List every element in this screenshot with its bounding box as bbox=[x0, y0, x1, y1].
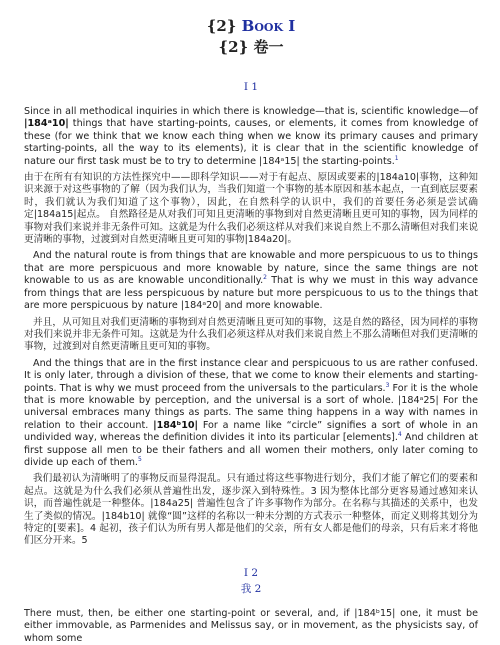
book-title-link[interactable]: Book I bbox=[241, 17, 296, 35]
section-heading-i2: I 2 bbox=[243, 566, 259, 579]
paragraph-zh-2: 并且，从可知且对我们更清晰的事物到对自然更清晰且更可知的事物，这是自然的路径，因为同样的事物对我们来说并非无条件可知。这就是为什么我们必须这样从对我们来说自然上不那么清晰但对我们更清晰的事物，过渡到对自然更清晰且更可知的事物。 bbox=[24, 316, 478, 353]
paragraph-en-3 bbox=[24, 358, 478, 470]
section-heading-i1: I 1 bbox=[243, 81, 259, 93]
book-title-chinese: {2} 卷一 bbox=[218, 38, 284, 56]
paragraph-en-1 bbox=[24, 106, 478, 168]
footnote-4-link[interactable]: 4 bbox=[397, 430, 402, 438]
paragraph-en-2 bbox=[24, 250, 478, 312]
paragraph-zh-1: 由于在所有有知识的方法性探究中——即科学知识——对于有起点、原因或要素的|184a10|事物，这种知识来源于对这些事物的了解（因为我们认为，当我们知道一个事物的基本原因和基本起点，一直到底层要素时，我们就认为我们知道了这个事物），因此，在自然科学的认识中，我们的首要任务必须是尝试确定|184a15|起点。 自然路径是从对我们可知且更清晰的事物到对自然更清晰且更可知的事物，因为同样的事物对我们来说并非无条件可知。这就是为什么我们必须这样从对我们来说自然上不那么清晰但对我们来说更清晰的事物，过渡到对自然更清晰且更可知的事物|184a20|。 bbox=[24, 172, 478, 246]
paragraph-en-2-text-a: And the natural route is from things that are knowable and more perspicuous to us to things that are more perspicuous and more knowable by nature, since the same things are not knowable to us as are knowable unconditionally. bbox=[24, 250, 478, 287]
footnote-2-link[interactable]: 2 bbox=[263, 274, 267, 282]
footnote-5-link[interactable]: 5 bbox=[137, 455, 142, 463]
paragraph-en-3-text-b: For it is the whole that is more knowable by perception, and the universal is a sort of whole. |184ᵃ25| For the universal embraces many things as parts. The same thing happens in a way with names in relation to their account. bbox=[24, 382, 479, 431]
paragraph-en-3-text-a: And the things that are in the first instance clear and perspicuous to us are rather confused. It is only later, through a division of these, that we come to know their elements and starting-points. That is why we must proceed from the universals to the particulars. bbox=[24, 357, 478, 394]
bekker-marker-184a10: |184ᵃ10| bbox=[24, 118, 69, 130]
paragraph-en-1-text-a: Since in all methodical inquiries in which there is knowledge—that is, scientific knowledge—of bbox=[24, 106, 478, 117]
paragraph-zh-3: 我们最初认为清晰明了的事物反而显得混乱。只有通过将这些事物进行划分，我们才能了解它们的要素和起点。这就是为什么我们必须从普遍性出发，逐步深入到特殊性。3 因为整体比部分更容易通过感知来认识，而普遍性就是一种整体。|184a25| 普遍性包含了许多事物作为部分。在名称与其描述的关系中，也发生了类似的情况。|184b10| 就像“圆”这样的名称以一种未分割的方式表示一种整体，而定义则将其划分为特定的[要素]。4 起初，孩子们认为所有男人都是他们的父亲，所有女人都是他们的母亲，只有后来才将他们区分开来。5 bbox=[24, 473, 478, 547]
paragraph-en-3-text-c: For a name like “circle” signifies a sort of whole in an undivided way, whereas the definition divides it into its particular [elements]. bbox=[24, 419, 478, 444]
footnote-3-link[interactable]: 3 bbox=[385, 381, 390, 389]
book-title-prefix: {2} bbox=[206, 17, 237, 35]
section-heading-i2-chinese: 我 2 bbox=[240, 582, 262, 595]
paragraph-en-1-text-b: things that have starting-points, causes, or elements, it comes from knowledge of these (for we think that we know each thing when we know its primary causes and primary starting-points, all the way to its elements), it is clear that in the scientific knowledge of nature our first task must be to try to determine |184ᵃ15| the starting-points. bbox=[24, 118, 478, 167]
book-title bbox=[24, 0, 478, 35]
paragraph-en-3-text-d: And children at first suppose all men to be their fathers and all women their mothers, only later coming to divide up each of them. bbox=[24, 432, 478, 468]
footnote-1-link[interactable]: 1 bbox=[394, 154, 399, 162]
paragraph-en-2-text-b: That is why we must in this way advance from things that are less perspicuous by nature but more perspicuous to us to the things that are more perspicuous by nature |184ᵃ20| and more knowable. bbox=[24, 275, 479, 312]
paragraph-en-4: There must, then, be either one starting-point or several, and, if |184ᵇ15| one, it must be either immovable, as Parmenides and Melissus say, or in movement, as the physicists say, of whom some bbox=[24, 607, 478, 644]
bekker-marker-184b10: |184ᵇ10| bbox=[153, 419, 199, 431]
